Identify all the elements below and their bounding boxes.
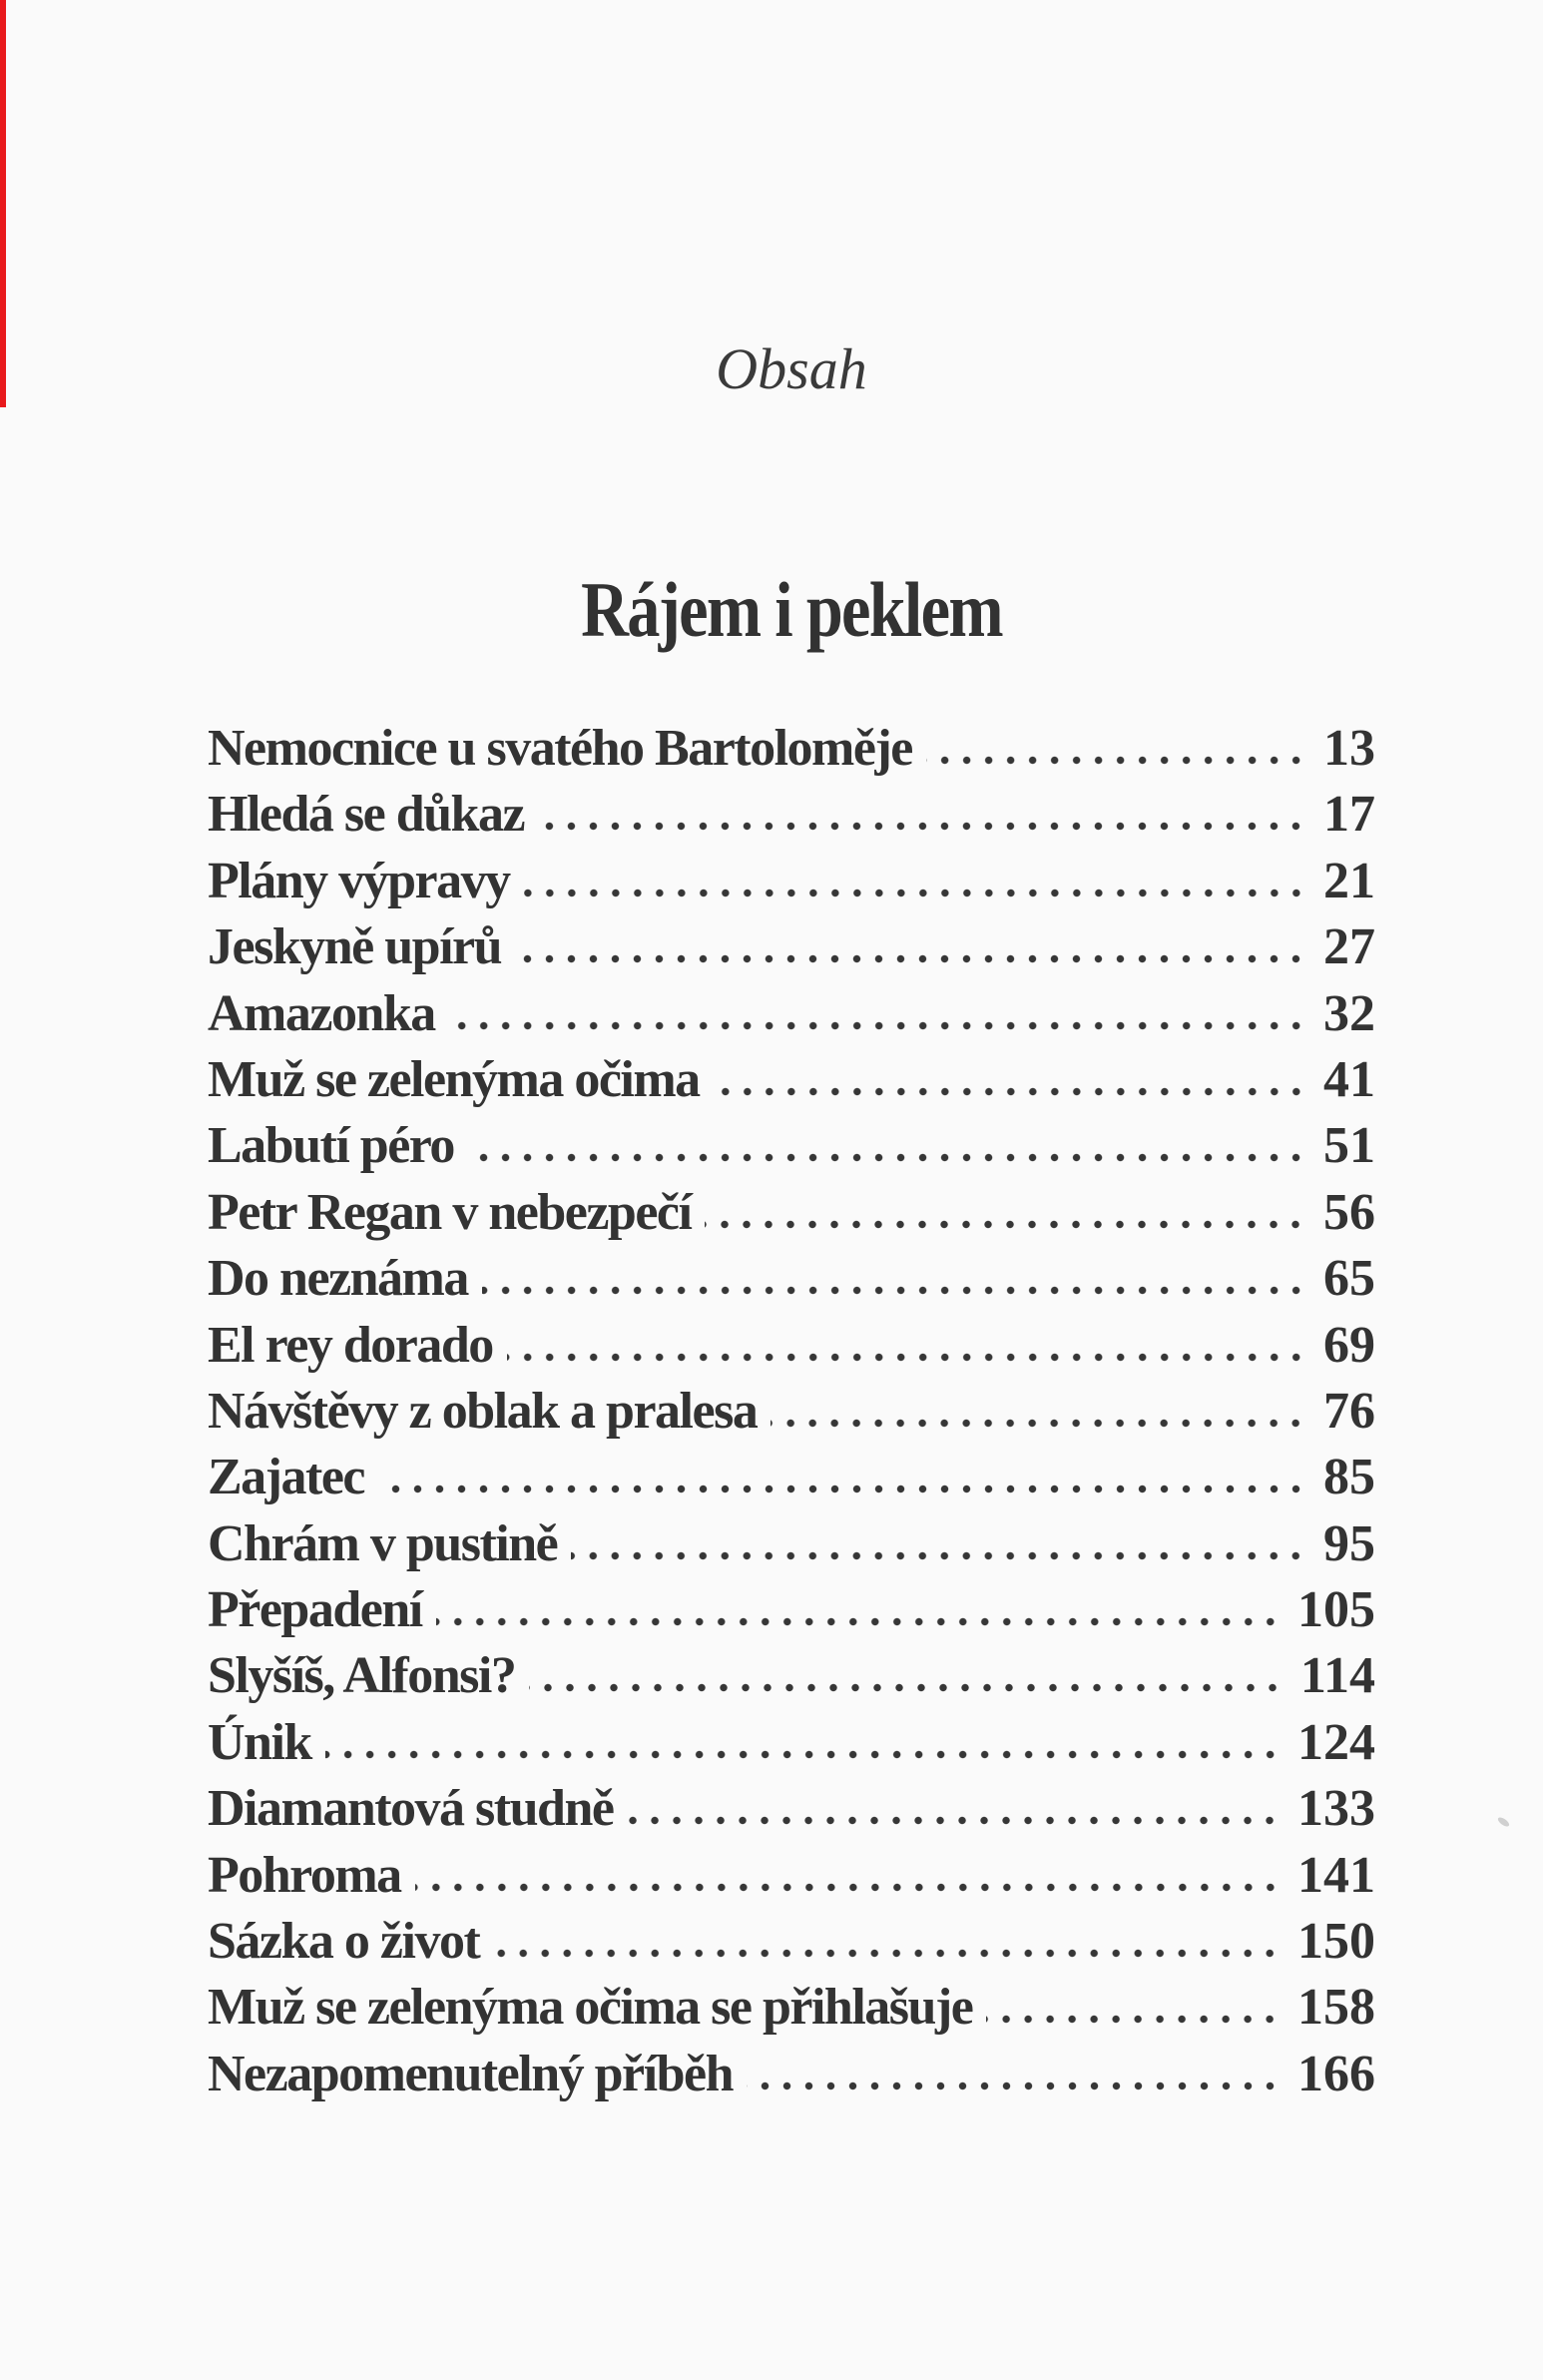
- toc-entry-page-number: 95: [1323, 1514, 1375, 1572]
- toc-entry: [208, 1975, 1375, 2041]
- toc-entry-page-number: 166: [1297, 2045, 1375, 2102]
- toc-entry: [208, 1710, 1375, 1776]
- toc-entry: [208, 1313, 1375, 1379]
- toc-entry-title: Plány výpravy: [208, 852, 510, 909]
- toc-entry: [208, 1643, 1375, 1709]
- toc-entry: [208, 1047, 1375, 1113]
- toc-entry: [208, 1577, 1375, 1643]
- toc-entry-title: Muž se zelenýma očima: [208, 1050, 700, 1108]
- dot-leader: [449, 1021, 1313, 1030]
- toc-entry-title: Únik: [208, 1713, 311, 1771]
- toc-entry-title: Přepadení: [208, 1581, 422, 1639]
- toc-entry-title: Návštěvy z oblak a pralesa: [208, 1382, 758, 1440]
- toc-entry-title: Hledá se důkaz: [208, 786, 525, 844]
- toc-entry-page-number: 27: [1323, 918, 1375, 976]
- toc-entry-page-number: 141: [1297, 1846, 1375, 1904]
- dot-leader: [986, 2015, 1287, 2024]
- dot-leader: [378, 1485, 1313, 1493]
- toc-entry-page-number: 133: [1297, 1780, 1375, 1838]
- toc-entry-page-number: 51: [1323, 1117, 1375, 1175]
- toc-entry: [208, 1776, 1375, 1842]
- dot-leader: [325, 1750, 1287, 1759]
- dot-leader: [529, 1683, 1290, 1692]
- page-title: Obsah: [716, 336, 867, 401]
- dot-leader: [482, 1286, 1313, 1295]
- dot-leader: [436, 1617, 1287, 1626]
- toc-entry: [208, 1511, 1375, 1577]
- dot-leader: [714, 1087, 1313, 1096]
- toc-entry-page-number: 76: [1323, 1382, 1375, 1440]
- toc-entry-title: Jeskyně upírů: [208, 918, 502, 976]
- dot-leader: [415, 1883, 1287, 1892]
- toc-entry-page-number: 85: [1323, 1449, 1375, 1506]
- dot-leader: [771, 1419, 1313, 1428]
- toc-content: [208, 0, 1375, 2380]
- scan-speck: [1496, 1816, 1510, 1828]
- toc-entry-page-number: 124: [1297, 1713, 1375, 1771]
- toc-entry-title: Nemocnice u svatého Bartoloměje: [208, 720, 912, 777]
- dot-leader: [705, 1220, 1313, 1229]
- dot-leader: [571, 1551, 1313, 1560]
- toc-entry-page-number: 65: [1323, 1250, 1375, 1308]
- toc-entry-title: Muž se zelenýma očima se přihlašuje: [208, 1979, 973, 2037]
- toc-entry-page-number: 105: [1297, 1581, 1375, 1639]
- toc-entry: [208, 1180, 1375, 1246]
- dot-leader: [627, 1816, 1287, 1825]
- toc-entry: [208, 1379, 1375, 1445]
- toc-entry-page-number: 158: [1297, 1979, 1375, 2037]
- toc-entry: [208, 1246, 1375, 1312]
- dot-leader: [507, 1353, 1313, 1362]
- dot-leader: [468, 1153, 1313, 1162]
- dot-leader: [926, 756, 1313, 765]
- toc-entry-title: Sázka o život: [208, 1913, 480, 1971]
- toc-entry-title: Pohroma: [208, 1846, 401, 1904]
- toc-entry-title: Slyšíš, Alfonsi?: [208, 1647, 516, 1705]
- toc-entry: [208, 914, 1375, 980]
- toc-entry-page-number: 21: [1323, 852, 1375, 909]
- toc-entry-page-number: 114: [1299, 1647, 1375, 1705]
- toc-entry-page-number: 17: [1323, 786, 1375, 844]
- toc-entry: [208, 1113, 1375, 1179]
- toc-entry-page-number: 13: [1323, 720, 1375, 777]
- toc-entry: [208, 782, 1375, 848]
- toc-entry: [208, 2042, 1375, 2107]
- toc-entry: [208, 1445, 1375, 1510]
- toc-entry-title: Amazonka: [208, 984, 435, 1042]
- toc-entry: [208, 981, 1375, 1047]
- toc-entry: [208, 849, 1375, 914]
- toc-entry-title: Petr Regan v nebezpečí: [208, 1183, 692, 1241]
- toc-entry-title: Chrám v pustině: [208, 1514, 558, 1572]
- section-heading: Rájem i peklem: [581, 566, 1002, 653]
- dot-leader: [747, 2082, 1287, 2090]
- dot-leader: [515, 954, 1313, 963]
- dot-leader: [538, 822, 1313, 831]
- toc-entry: [208, 716, 1375, 782]
- toc-entry-title: Labutí péro: [208, 1117, 454, 1175]
- dot-leader: [524, 889, 1313, 897]
- toc-entry-page-number: 69: [1323, 1316, 1375, 1374]
- toc-entry-page-number: 150: [1297, 1913, 1375, 1971]
- toc-entry-title: Do neznáma: [208, 1250, 468, 1308]
- toc-entry-title: Zajatec: [208, 1449, 364, 1506]
- toc-entry-title: Nezapomenutelný příběh: [208, 2045, 733, 2102]
- toc-list: [208, 716, 1375, 2107]
- toc-entry-page-number: 56: [1323, 1183, 1375, 1241]
- toc-entry-page-number: 41: [1323, 1050, 1375, 1108]
- toc-entry-title: Diamantová studně: [208, 1780, 614, 1838]
- toc-entry-page-number: 32: [1323, 984, 1375, 1042]
- dot-leader: [493, 1949, 1287, 1958]
- toc-entry: [208, 1843, 1375, 1909]
- left-edge-red-mark: [0, 0, 6, 407]
- toc-entry-title: El rey dorado: [208, 1316, 493, 1374]
- toc-entry: [208, 1909, 1375, 1975]
